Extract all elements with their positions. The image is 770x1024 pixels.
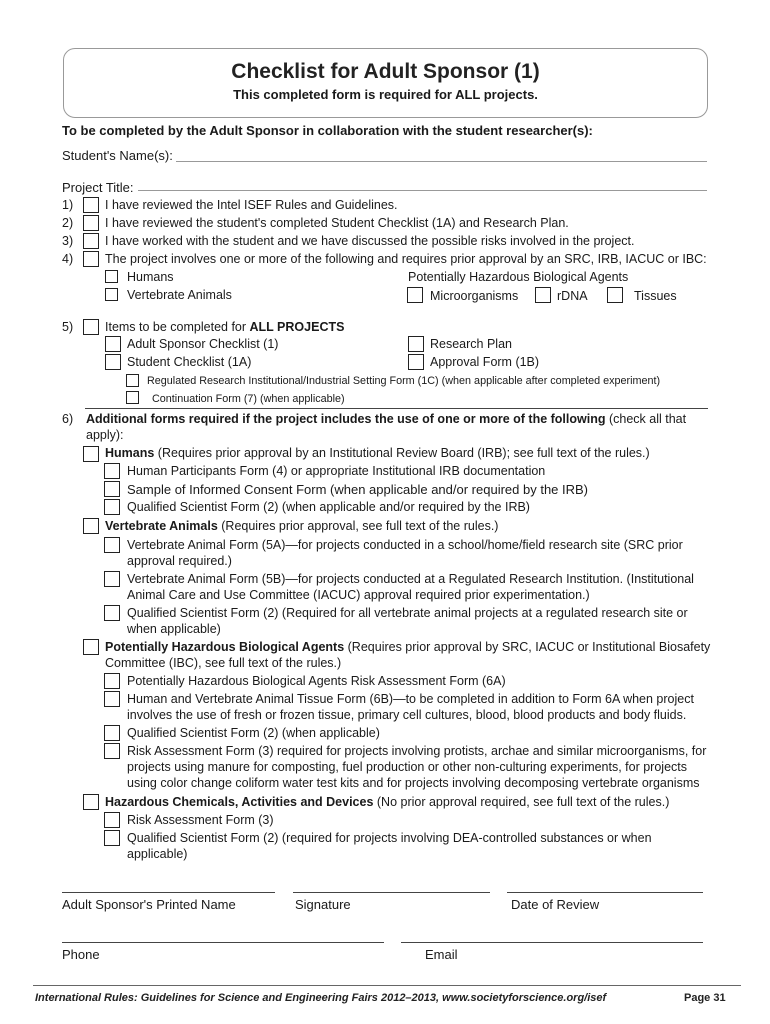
page-subtitle: This completed form is required for ALL projects.	[233, 87, 538, 102]
footer-rule	[33, 985, 741, 986]
vertebrate-approval-label: Vertebrate Animals	[127, 288, 232, 302]
section-divider	[85, 408, 708, 409]
informed-consent-label: Sample of Informed Consent Form (when applicable and/or required by the IRB)	[127, 482, 589, 497]
item-1-num: 1)	[62, 198, 74, 212]
item-3-num: 3)	[62, 234, 74, 248]
student-checklist-label: Student Checklist (1A)	[127, 355, 252, 369]
vertebrate-heading: Vertebrate Animals (Requires prior approval, see full text of the rules.)	[105, 519, 499, 533]
project-title-line[interactable]	[138, 190, 707, 191]
humans-qsf-checkbox[interactable]	[104, 499, 120, 515]
item-2-checkbox[interactable]	[83, 215, 99, 231]
regulated-research-form-label: Regulated Research Institutional/Industrial Setting Form (1C) (when applicable after completed experiment)	[147, 375, 661, 387]
vertebrate-checkbox[interactable]	[83, 518, 99, 534]
continuation-form-checkbox[interactable]	[126, 391, 139, 404]
printed-name-line[interactable]	[62, 892, 275, 893]
vertebrate-5b-label: Vertebrate Animal Form (5B)—for projects conducted at a Regulated Research Institution. (Institutional	[127, 572, 694, 586]
students-name-line[interactable]	[176, 161, 707, 162]
microorganisms-label: Microorganisms	[430, 289, 519, 303]
informed-consent-checkbox[interactable]	[104, 481, 120, 497]
hazardous-qsf-checkbox[interactable]	[104, 830, 120, 846]
phba-risk-label-cont1: projects using manure for composting, fuel production or other non-culturing experiments, for projects	[127, 760, 688, 774]
phba-approval-heading: Potentially Hazardous Biological Agents	[408, 270, 629, 284]
phba-checkbox[interactable]	[83, 639, 99, 655]
signature-label: Signature	[295, 897, 351, 912]
page-title: Checklist for Adult Sponsor (1)	[231, 60, 540, 83]
vertebrate-5b-checkbox[interactable]	[104, 571, 120, 587]
hazardous-risk-checkbox[interactable]	[104, 812, 120, 828]
phba-risk-label: Risk Assessment Form (3) required for projects involving protists, archae and similar microorganisms, for	[127, 744, 707, 758]
student-checklist-checkbox[interactable]	[105, 354, 121, 370]
item-1-checkbox[interactable]	[83, 197, 99, 213]
email-line[interactable]	[401, 942, 703, 943]
humans-approval-label: Humans	[127, 270, 174, 284]
humans-approval-checkbox[interactable]	[105, 270, 118, 283]
vertebrate-qsf-label: Qualified Scientist Form (2) (Required for all vertebrate animal projects at a regulated research site or	[127, 606, 688, 620]
item-5-checkbox[interactable]	[83, 319, 99, 335]
vertebrate-qsf-label-cont: when applicable)	[127, 622, 221, 636]
printed-name-label: Adult Sponsor's Printed Name	[62, 897, 236, 912]
item-5-num: 5)	[62, 320, 74, 334]
project-title-label: Project Title:	[62, 180, 134, 195]
microorganisms-checkbox[interactable]	[407, 287, 423, 303]
phba-risk-label-cont2: using color change coliform water test kits and for projects involving decomposing vertebrate organisms	[127, 776, 700, 790]
humans-heading: Humans (Requires prior approval by an Institutional Review Board (IRB); see full text of the rules.)	[105, 446, 650, 460]
humans-checkbox[interactable]	[83, 446, 99, 462]
date-label: Date of Review	[511, 897, 600, 912]
adult-sponsor-checklist-checkbox[interactable]	[105, 336, 121, 352]
hazardous-heading: Hazardous Chemicals, Activities and Devices (No prior approval required, see full text of the rules.)	[105, 795, 670, 809]
item-5-text: Items to be completed for ALL PROJECTS	[105, 320, 345, 334]
humans-qsf-label: Qualified Scientist Form (2) (when applicable and/or required by the IRB)	[127, 500, 530, 514]
phone-line[interactable]	[62, 942, 384, 943]
adult-sponsor-checklist-label: Adult Sponsor Checklist (1)	[127, 337, 279, 351]
vertebrate-5a-checkbox[interactable]	[104, 537, 120, 553]
item-4-num: 4)	[62, 252, 74, 266]
phba-heading-cont: Committee (IBC), see full text of the rules.)	[105, 656, 342, 670]
approval-form-checkbox[interactable]	[408, 354, 424, 370]
research-plan-label: Research Plan	[430, 337, 512, 351]
item-3-checkbox[interactable]	[83, 233, 99, 249]
phba-heading: Potentially Hazardous Biological Agents (Requires prior approval by SRC, IACUC or Institutional Biosafety	[105, 640, 711, 654]
phba-6b-checkbox[interactable]	[104, 691, 120, 707]
phba-qsf-checkbox[interactable]	[104, 725, 120, 741]
item-2-num: 2)	[62, 216, 74, 230]
human-participants-checkbox[interactable]	[104, 463, 120, 479]
intro-text: To be completed by the Adult Sponsor in collaboration with the student researcher(s):	[62, 123, 593, 138]
vertebrate-5a-label: Vertebrate Animal Form (5A)—for projects conducted in a school/home/field research site (SRC prior	[127, 538, 683, 552]
vertebrate-approval-checkbox[interactable]	[105, 288, 118, 301]
hazardous-qsf-label-cont: applicable)	[127, 847, 188, 861]
phba-6a-checkbox[interactable]	[104, 673, 120, 689]
item-2-text: I have reviewed the student's completed Student Checklist (1A) and Research Plan.	[105, 216, 569, 230]
regulated-research-form-checkbox[interactable]	[126, 374, 139, 387]
page-number: Page 31	[684, 992, 726, 1004]
research-plan-checkbox[interactable]	[408, 336, 424, 352]
email-label: Email	[425, 947, 458, 962]
phba-risk-checkbox[interactable]	[104, 743, 120, 759]
hazardous-qsf-label: Qualified Scientist Form (2) (required for projects involving DEA-controlled substances or when	[127, 831, 652, 845]
date-line[interactable]	[507, 892, 703, 893]
item-4-text: The project involves one or more of the following and requires prior approval by an SRC, IRB, IACUC or IBC:	[105, 252, 707, 266]
footer-text: International Rules: Guidelines for Science and Engineering Fairs 2012–2013, www.societyforscience.org/isef	[35, 992, 607, 1004]
item-4-checkbox[interactable]	[83, 251, 99, 267]
item-3-text: I have worked with the student and we have discussed the possible risks involved in the project.	[105, 234, 635, 248]
signature-line[interactable]	[293, 892, 490, 893]
phba-6b-label-cont: involves the use of fresh or frozen tissue, primary cell cultures, blood, blood products and body fluids.	[127, 708, 687, 722]
hazardous-checkbox[interactable]	[83, 794, 99, 810]
phba-qsf-label: Qualified Scientist Form (2) (when applicable)	[127, 726, 380, 740]
tissues-checkbox[interactable]	[607, 287, 623, 303]
vertebrate-qsf-checkbox[interactable]	[104, 605, 120, 621]
item-6-text-cont: apply):	[86, 428, 124, 442]
item-6-num: 6)	[62, 412, 74, 426]
vertebrate-5b-label-cont: Animal Care and Use Committee (IACUC) approval required prior experimentation.)	[127, 588, 590, 602]
continuation-form-label: Continuation Form (7) (when applicable)	[152, 393, 345, 405]
human-participants-label: Human Participants Form (4) or appropriate Institutional IRB documentation	[127, 464, 546, 478]
tissues-label: Tissues	[634, 289, 677, 303]
students-name-label: Student's Name(s):	[62, 148, 173, 163]
approval-form-label: Approval Form (1B)	[430, 355, 540, 369]
rdna-label: rDNA	[557, 289, 588, 303]
vertebrate-5a-label-cont: approval required.)	[127, 554, 232, 568]
item-6-text: Additional forms required if the project includes the use of one or more of the following (check all that	[86, 412, 687, 426]
item-1-text: I have reviewed the Intel ISEF Rules and Guidelines.	[105, 198, 398, 212]
rdna-checkbox[interactable]	[535, 287, 551, 303]
hazardous-risk-label: Risk Assessment Form (3)	[127, 813, 274, 827]
phba-6a-label: Potentially Hazardous Biological Agents Risk Assessment Form (6A)	[127, 674, 506, 688]
phba-6b-label: Human and Vertebrate Animal Tissue Form (6B)—to be completed in addition to Form 6A when project	[127, 692, 694, 706]
phone-label: Phone	[62, 947, 100, 962]
